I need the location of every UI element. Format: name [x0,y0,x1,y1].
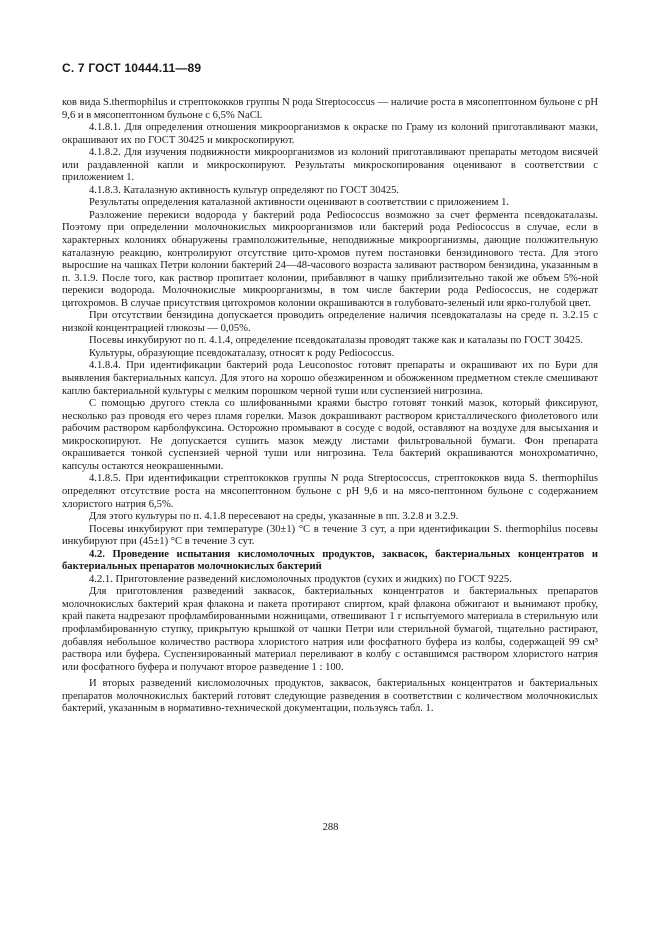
paragraph: Для приготовления разведений заквасок, бактериальных концентратов и бактериальных препаратов молочнокислых бактерий края флакона и пакета протирают спиртом, край флакона обжигают и вынимают пробку, край пакета надрезают профламбированными ножницами, отвешивают 1 г испытуемого материала в стерильную или профламбированную ступку, прикрытую крышкой от чашки Петри или стерильной бумагой, тщательно растирают, добавляя небольшое количество раствора хлористого натрия или фосфатного буфера из колбы, содержащей 99 см³ раствора или буфера. Суспензированный материал переливают в колбу с оставшимся раствором хлористого натрия или фосфатного буфера и получают второе разведение 1 : 100. [62,586,598,673]
section-heading: 4.2. Проведение испытания кисломолочных продуктов, заквасок, бактериальных концентратов и бактериальных препаратов молочнокислых бактерий [62,548,598,573]
paragraph: 4.2.1. Приготовление разведений кисломолочных продуктов (сухих и жидких) по ГОСТ 9225. [89,573,512,585]
paragraph: Посевы инкубируют при температуре (30±1) °С в течение 3 сут, а при идентификации S. thermophilus посевы инкубируют при (45±1) °С в течение 3 сут. [62,523,598,548]
paragraph: 4.1.8.1. Для определения отношения микроорганизмов к окраске по Граму из колоний приготавливают мазки, окрашивают их по ГОСТ 30425 и микроскопируют. [62,122,598,146]
paragraph: Посевы инкубируют по п. 4.1.4, определение псевдокаталазы проводят также как и каталазы по ГОСТ 30425. [89,335,583,347]
paragraph: При отсутствии бензидина допускается проводить определение наличия псевдокаталазы на среде п. 3.2.15 с низкой концентрацией глюкозы — 0,05%. [62,310,598,334]
paragraph: И вторых разведений кисломолочных продуктов, заквасок, бактериальных концентратов и бактериальных препаратов молочнокислых бактерий готовят следующие разведения в соответствии с количеством молочнокислых бактерий, указанным в нормативно-технической документации, пользуясь табл. 1. [62,678,598,715]
paragraph: ков вида S.thermophilus и стрептококков группы N рода Streptococcus — наличие роста в мясопептонном бульоне с pH 9,6 и в мясопептонном бульоне с 6,5% NaCl. [62,97,598,121]
paragraph: С помощью другого стекла со шлифованными краями быстро готовят тонкий мазок, который фиксируют, несколько раз проводя его через пламя горелки. Мазок докрашивают раствором кристаллического фиолетового или рабочим раствором карболфуксина. Осторожно промывают в сосуде с водой, оставляют на воздухе для высыхания и микроскопируют. Не допускается сушить мазок между листами фильтровальной бумаги. Фон препарата окрашивается тонкой суспензией черной туши или нигрозина. Тела бактерий окрашиваются монохроматично, капсулы остаются неокрашенными. [62,398,598,472]
paragraph: 4.1.8.2. Для изучения подвижности микроорганизмов из колоний приготавливают препараты методом висячей или раздавленной капли и микроскопируют. Результаты микроскопирования оценивают в соответствии с приложением 1. [62,147,598,184]
paragraph: Культуры, образующие псевдокаталазу, относят к роду Pediococcus. [89,347,395,359]
paragraph: Для этого культуры по п. 4.1.8 пересевают на среды, указанные в пп. 3.2.8 и 3.2.9. [89,511,459,523]
page-number: 288 [322,822,339,833]
paragraph: Результаты определения каталазной активности оценивают в соответствии с приложением 1. [89,197,510,209]
document-body [62,97,598,716]
paragraph: 4.1.8.5. При идентификации стрептококков группы N рода Streptococcus, стрептококков вида S. thermophilus определяют отсутствие роста на мясопептонном бульоне с pH 9,6 и на мясо-пептонном бульоне с содержанием хлористого натрия 6,5%. [62,473,598,510]
paragraph: 4.1.8.3. Каталазную активность культур определяют по ГОСТ 30425. [89,184,400,196]
paragraph: 4.1.8.4. При идентификации бактерий рода Leuconostoc готовят препараты и окрашивают их по Бури для выявления бактериальных капсул. Для этого на хорошо обезжиренном и обожженном предметном стекле смешивают каплю бактериальной культуры с мелким порошком черной туши или суспензией нигрозина. [62,360,598,397]
page-header: С. 7 ГОСТ 10444.11—89 [62,61,202,75]
paragraph: Разложение перекиси водорода у бактерий рода Pediococcus возможно за счет фермента псевдокаталазы. Поэтому при определении молочнокислых микроорганизмов или бактерий рода Pediococcus в случае, если в характерных колониях обнаружены грамположительные, неподвижные микроорганизмы, дающие положительную каталазную реакцию, контролируют отсутствие цито-хромов путем постановки бензидинового теста. Для этого выросшие на чашках Петри колонии бактерий 24—48-часового возраста заливают раствором бензидина, указанным в п. 3.1.9. После того, как раствор пропитает колонии, прибавляют в чашку приблизительно такой же объем 5%-ной перекиси водорода. Молочнокислые микроорганизмы, в том числе бактерии рода Pediococcus, не содержат цитохромов. В случае присутствия цитохромов колонии окрашиваются в голубовато-зеленый или ярко-голубой цвет. [62,209,598,309]
